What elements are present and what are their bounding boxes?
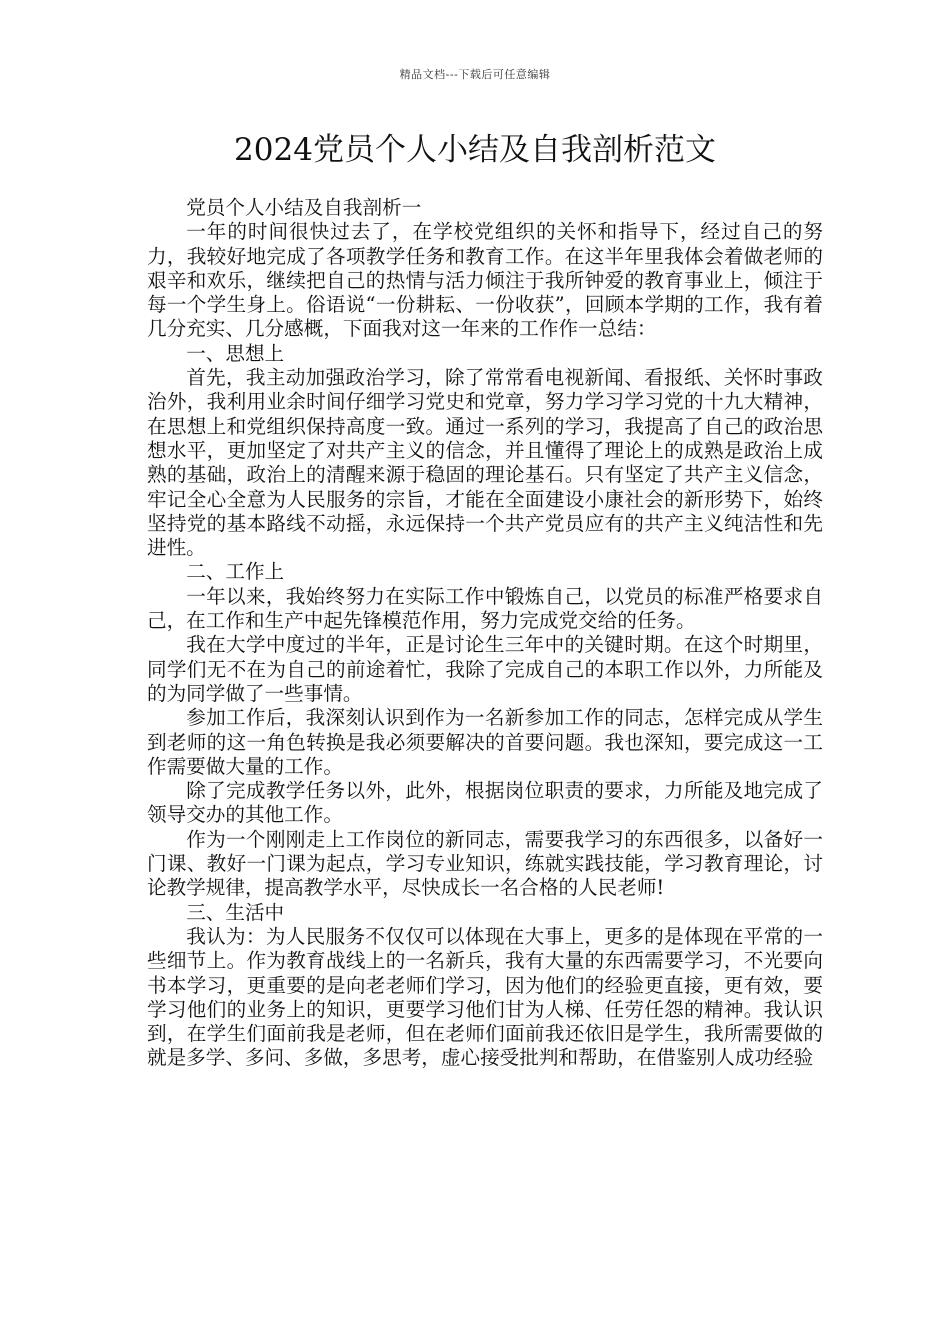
paragraph: 作为一个刚刚走上工作岗位的新同志，需要我学习的东西很多，以备好一门课、教好一门课为起点，学习专业知识，练就实践技能，学习教育理论，讨论教学规律，提高教学水平，尽快成长一名合格的人民老师! bbox=[147, 827, 823, 900]
paragraph: 参加工作后，我深刻认识到作为一名新参加工作的同志，怎样完成从学生到老师的这一角色转换是我必须要解决的首要问题。我也深知，要完成这一工作需要做大量的工作。 bbox=[147, 706, 823, 778]
paragraph: 首先，我主动加强政治学习，除了常常看电视新闻、看报纸、关怀时事政治外，我利用业余时间仔细学习党史和党章，努力学习学习党的十九大精神，在思想上和党组织保持高度一致。通过一系列的学习，我提高了自己的政治思想水平，更加坚定了对共产主义的信念，并且懂得了理论上的成熟是政治上成熟的基础，政治上的清醒来源于稳固的理论基石。只有坚定了共产主义信念，牢记全心全意为人民服务的宗旨，才能在全面建设小康社会的新形势下，始终坚持党的基本路线不动摇，永远保持一个共产党员应有的共产主义纯洁性和先进性。 bbox=[147, 366, 823, 560]
section-heading: 一、思想上 bbox=[186, 341, 285, 365]
paragraph: 我在大学中度过的半年，正是讨论生三年中的关键时期。在这个时期里，同学们无不在为自己的前途着忙，我除了完成自己的本职工作以外，力所能及的为同学做了一些事情。 bbox=[147, 633, 823, 705]
section-heading: 二、工作上 bbox=[186, 560, 285, 584]
document-body bbox=[147, 196, 823, 1071]
section-heading: 三、生活中 bbox=[186, 900, 285, 924]
paragraph: 除了完成教学任务以外，此外，根据岗位职责的要求，力所能及地完成了领导交办的其他工作。 bbox=[147, 779, 823, 827]
section-heading: 党员个人小结及自我剖析一 bbox=[186, 196, 422, 219]
header-note: 精品文档---下载后可任意编辑 bbox=[399, 68, 551, 81]
paragraph: 一年以来，我始终努力在实际工作中锻炼自己，以党员的标准严格要求自己，在工作和生产中起先锋模范作用，努力完成党交给的任务。 bbox=[147, 584, 823, 633]
document-title: 2024党员个人小结及自我剖析范文 bbox=[234, 132, 716, 168]
paragraph: 一年的时间很快过去了，在学校党组织的关怀和指导下，经过自己的努力，我较好地完成了各项教学任务和教育工作。在这半年里我体会着做老师的艰辛和欢乐，继续把自己的热情与活力倾注于我所钟爱的教育事业上，倾注于每一个学生身上。俗语说“一份耕耘、一份收获”，回顾本学期的工作，我有着几分充实、几分感概，下面我对这一年来的工作作一总结： bbox=[147, 220, 823, 341]
paragraph: 我认为：为人民服务不仅仅可以体现在大事上，更多的是体现在平常的一些细节上。作为教育战线上的一名新兵，我有大量的东西需要学习，不光要向书本学习，更重要的是向老老师们学习，因为他们的经验更直接，更有效，要学习他们的业务上的知识，更要学习他们甘为人梯、任劳任怨的精神。我认识到，在学生们面前我是老师，但在老师们面前我还依旧是学生，我所需要做的就是多学、多问、多做，多思考，虚心接受批判和帮助，在借鉴别人成功经验 bbox=[147, 924, 823, 1070]
